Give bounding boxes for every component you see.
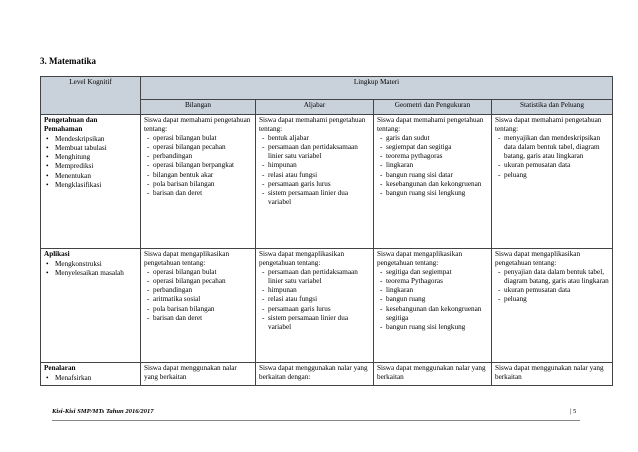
cell-item: - operasi bilangan pecahan bbox=[146, 277, 252, 286]
cell-item: - perbandingan bbox=[146, 286, 252, 295]
cell-item: - himpunan bbox=[261, 286, 370, 295]
content-cell bbox=[141, 115, 256, 249]
level-item: • Menyelesaikan masalah bbox=[44, 269, 137, 278]
cell-item: - persamaan dan pertidaksamaan linier satu variabel bbox=[261, 143, 370, 161]
section-title: 3. Matematika bbox=[40, 56, 96, 66]
table-row bbox=[41, 115, 613, 249]
cell-item: - segitiga dan segiempat bbox=[379, 268, 488, 277]
cell-item: - operasi bilangan bulat bbox=[146, 134, 252, 143]
cell-item: - aritmatika sosial bbox=[146, 295, 252, 304]
cell-item: - relasi atau fungsi bbox=[261, 295, 370, 304]
cell-item: - himpunan bbox=[261, 161, 370, 170]
table-row bbox=[41, 249, 613, 363]
content-cell bbox=[492, 249, 613, 363]
level-kognitif-header: Level Kognitif bbox=[41, 77, 141, 115]
cell-item: - bangun ruang sisi datar bbox=[379, 171, 488, 180]
cell-item: - menyajikan dan mendeskripsikan data dalam bentuk tabel, diagram batang, garis atau lingkaran bbox=[497, 134, 609, 161]
cell-intro: Siswa dapat mengaplikasikan pengetahuan tentang: bbox=[377, 250, 463, 268]
cell-item: - peluang bbox=[497, 295, 609, 304]
cell-item: - persamaan garis lurus bbox=[261, 305, 370, 314]
cell-item: - segiempat dan segitiga bbox=[379, 143, 488, 152]
cell-item: - barisan dan deret bbox=[146, 314, 252, 323]
cell-intro: Siswa dapat memahami pengetahuan tentang: bbox=[144, 116, 251, 134]
level-item: • Membuat tabulasi bbox=[44, 144, 137, 153]
content-cell bbox=[256, 249, 374, 363]
cell-item: - lingkaran bbox=[379, 286, 488, 295]
content-cell bbox=[256, 115, 374, 249]
cell-intro: Siswa dapat menggunakan nalar yang berkaitan bbox=[377, 364, 486, 382]
footer-divider bbox=[52, 420, 580, 421]
cell-item: - bangun ruang bbox=[379, 295, 488, 304]
cell-item: - kesebangunan dan kekongruenan bbox=[379, 180, 488, 189]
cell-intro: Siswa dapat menggunakan nalar yang berkaitan bbox=[144, 364, 237, 382]
level-item: • Memprediksi bbox=[44, 162, 137, 171]
column-header-statistika: Statistika dan Peluang bbox=[492, 100, 613, 115]
level-cell bbox=[41, 363, 141, 386]
cell-item: - persamaan garis lurus bbox=[261, 180, 370, 189]
level-title: Aplikasi bbox=[44, 250, 70, 258]
cell-item: - bilangan bentuk akar bbox=[146, 171, 252, 180]
cell-item: - pola barisan bilangan bbox=[146, 305, 252, 314]
level-item: • Menentukan bbox=[44, 172, 137, 181]
column-header-aljabar: Aljabar bbox=[256, 100, 374, 115]
column-header-geometri: Geometri dan Pengukuran bbox=[374, 100, 492, 115]
cell-item: - pola barisan bilangan bbox=[146, 180, 252, 189]
lingkup-materi-header: Lingkup Materi bbox=[141, 77, 613, 100]
cell-item: - operasi bilangan pecahan bbox=[146, 143, 252, 152]
level-item: • Mengkonstruksi bbox=[44, 260, 137, 269]
cell-item: - ukuran pemusatan data bbox=[497, 161, 609, 170]
cell-item: - penyajian data dalam bentuk tabel, diagram batang, garis atau lingkaran bbox=[497, 268, 609, 286]
content-cell bbox=[374, 115, 492, 249]
level-item: • Menafsirkan bbox=[44, 374, 137, 383]
level-title: Penalaran bbox=[44, 364, 76, 372]
page-number: | 5 bbox=[570, 408, 577, 415]
cell-item: - lingkaran bbox=[379, 161, 488, 170]
cell-item: - relasi atau fungsi bbox=[261, 171, 370, 180]
cell-item: - bangun ruang sisi lengkung bbox=[379, 189, 488, 198]
cell-item: - operasi bilangan berpangkat bbox=[146, 161, 252, 170]
column-header-bilangan: Bilangan bbox=[141, 100, 256, 115]
content-cell bbox=[256, 363, 374, 386]
cell-intro: Siswa dapat mengaplikasikan pengetahuan tentang: bbox=[259, 250, 345, 268]
cell-item: - bentuk aljabar bbox=[261, 134, 370, 143]
content-cell bbox=[492, 363, 613, 386]
cell-item: - kesebangunan dan kekongruenan segitiga bbox=[379, 305, 488, 323]
cell-item: - operasi bilangan bulat bbox=[146, 268, 252, 277]
level-cell bbox=[41, 115, 141, 249]
cell-intro: Siswa dapat menggunakan nalar yang berkaitan dengan: bbox=[259, 364, 368, 382]
kisi-kisi-table bbox=[40, 76, 613, 386]
content-cell bbox=[374, 249, 492, 363]
level-item: • Mengklasifikasi bbox=[44, 181, 137, 190]
cell-intro: Siswa dapat mengaplikasikan pengetahuan tentang: bbox=[495, 250, 581, 268]
cell-intro: Siswa dapat mengaplikasikan pengetahuan tentang: bbox=[144, 250, 230, 268]
cell-item: - barisan dan deret bbox=[146, 189, 252, 198]
footer-title: Kisi-Kisi SMP/MTs Tahun 2016/2017 bbox=[52, 408, 154, 415]
cell-item: - bangun ruang sisi lengkung bbox=[379, 323, 488, 332]
cell-intro: Siswa dapat memahami pengetahuan tentang: bbox=[377, 116, 484, 134]
cell-item: - teorema pythagoras bbox=[379, 152, 488, 161]
cell-item: - sistem persamaan linier dua variabel bbox=[261, 314, 370, 332]
cell-intro: Siswa dapat menggunakan nalar yang berkaitan bbox=[495, 364, 604, 382]
cell-item: - garis dan sudut bbox=[379, 134, 488, 143]
cell-intro: Siswa dapat memahami pengetahuan tentang: bbox=[259, 116, 366, 134]
level-item: • Menghitung bbox=[44, 153, 137, 162]
content-cell bbox=[141, 249, 256, 363]
cell-item: - persamaan dan pertidaksamaan linier satu variabel bbox=[261, 268, 370, 286]
cell-intro: Siswa dapat memahami pengetahuan tentang: bbox=[495, 116, 602, 134]
cell-item: - perbandingan bbox=[146, 152, 252, 161]
cell-item: - sistem persamaan linier dua variabel bbox=[261, 189, 370, 207]
cell-item: - peluang bbox=[497, 171, 609, 180]
level-item: • Mendeskripsikan bbox=[44, 135, 137, 144]
level-cell bbox=[41, 249, 141, 363]
level-title: Pengetahuan dan Pemahaman bbox=[44, 116, 98, 134]
table-row bbox=[41, 363, 613, 386]
cell-item: - ukuran pemusatan data bbox=[497, 286, 609, 295]
content-cell bbox=[374, 363, 492, 386]
content-cell bbox=[141, 363, 256, 386]
content-cell bbox=[492, 115, 613, 249]
cell-item: - teorema Pythagoras bbox=[379, 277, 488, 286]
